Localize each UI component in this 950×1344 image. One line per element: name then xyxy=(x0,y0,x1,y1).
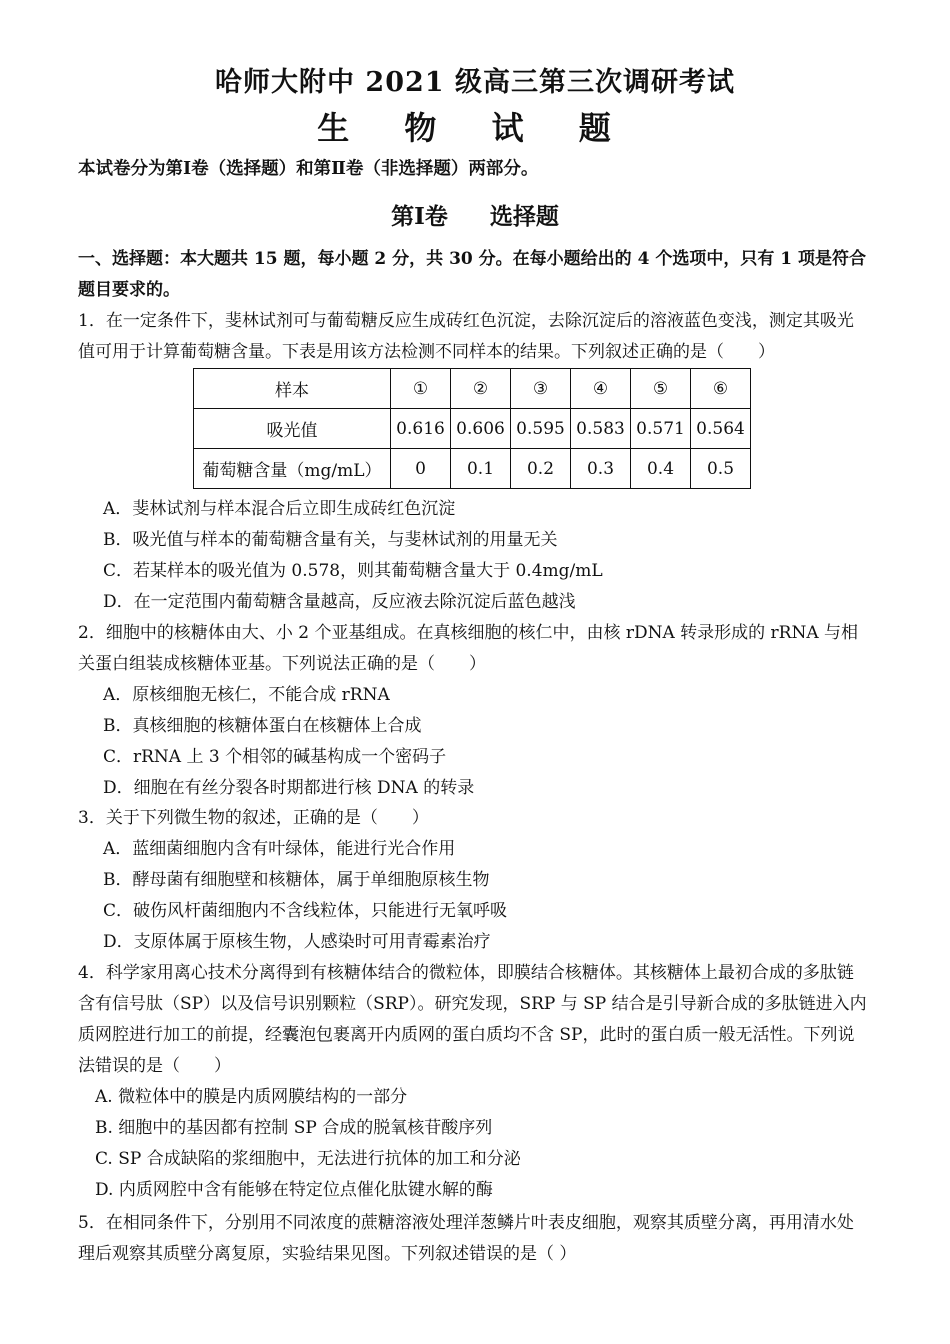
question-2-option-c: C．rRNA 上 3 个相邻的碱基构成一个密码子 xyxy=(103,747,447,767)
table-cell: ⑤ xyxy=(631,369,691,409)
table-header-cell: 吸光值 xyxy=(194,409,391,449)
table-cell: ④ xyxy=(571,369,631,409)
table-row xyxy=(194,409,751,449)
table-cell: 0.583 xyxy=(571,409,631,449)
table-cell: 0.564 xyxy=(691,409,751,449)
table-cell: ② xyxy=(451,369,511,409)
question-5-stem: 5．在相同条件下，分别用不同浓度的蔗糖溶液处理洋葱鳞片叶表皮细胞，观察其质壁分离，再用清水处理后观察其质壁分离复原，实验结果见图。下列叙述错误的是（ ） xyxy=(78,1213,854,1264)
section-heading xyxy=(0,198,950,231)
table-cell: 0.606 xyxy=(451,409,511,449)
table-cell: 0.616 xyxy=(391,409,451,449)
question-1-option-b: B．吸光值与样本的葡萄糖含量有关，与斐林试剂的用量无关 xyxy=(103,530,558,550)
section-instruction: 一、选择题：本大题共 15 题，每小题 2 分，共 30 分。在每小题给出的 4 个选项中，只有 1 项是符合题目要求的。 xyxy=(78,249,866,300)
question-3-option-b: B．酵母菌有细胞壁和核糖体，属于单细胞原核生物 xyxy=(103,870,490,890)
table-header-cell: 样本 xyxy=(194,369,391,409)
question-4-option-d: D. 内质网腔中含有能够在特定位点催化肽键水解的酶 xyxy=(95,1180,493,1200)
question-2-option-d: D．细胞在有丝分裂各时期都进行核 DNA 的转录 xyxy=(103,778,475,798)
question-1-stem: 1．在一定条件下，斐林试剂可与葡萄糖反应生成砖红色沉淀，去除沉淀后的溶液蓝色变浅，测定其吸光值可用于计算葡萄糖含量。下表是用该方法检测不同样本的结果。下列叙述正确的是（ ） xyxy=(78,311,854,362)
table-cell: 0.571 xyxy=(631,409,691,449)
question-3-option-d: D．支原体属于原核生物，人感染时可用青霉素治疗 xyxy=(103,932,491,952)
exam-intro: 本试卷分为第Ⅰ卷（选择题）和第Ⅱ卷（非选择题）两部分。 xyxy=(78,159,539,179)
table-cell: 0.3 xyxy=(571,449,631,489)
table-row xyxy=(194,449,751,489)
question-1-option-c: C．若某样本的吸光值为 0.578，则其葡萄糖含量大于 0.4mg/mL xyxy=(103,561,603,581)
table-header-cell: 葡萄糖含量（mg/mL） xyxy=(194,449,391,489)
table-cell: 0.2 xyxy=(511,449,571,489)
question-1-option-d: D．在一定范围内葡萄糖含量越高，反应液去除沉淀后蓝色越浅 xyxy=(103,592,576,612)
question-4-option-c: C. SP 合成缺陷的浆细胞中，无法进行抗体的加工和分泌 xyxy=(95,1149,521,1169)
table-cell: 0.4 xyxy=(631,449,691,489)
table-cell: 0.595 xyxy=(511,409,571,449)
question-1-option-a: A．斐林试剂与样本混合后立即生成砖红色沉淀 xyxy=(103,499,456,519)
question-3-option-a: A．蓝细菌细胞内含有叶绿体，能进行光合作用 xyxy=(103,839,456,859)
question-4-stem: 4．科学家用离心技术分离得到有核糖体结合的微粒体，即膜结合核糖体。其核糖体上最初合成的多肽链含有信号肽（SP）以及信号识别颗粒（SRP）。研究发现，SRP 与 SP 结合是引导新合成的多肽链进入内质网腔进行加工的前提，经囊泡包裹离开内质网的蛋白质均不含 SP，此时的蛋白质一般无活性。下列说法错误的是（ ） xyxy=(78,963,867,1076)
question-3-stem: 3．关于下列微生物的叙述，正确的是（ ） xyxy=(78,808,429,828)
section-name: 第Ⅰ卷 xyxy=(391,203,448,230)
question-2-stem: 2．细胞中的核糖体由大、小 2 个亚基组成。在真核细胞的核仁中，由核 rDNA 转录形成的 rRNA 与相关蛋白组装成核糖体亚基。下列说法正确的是（ ） xyxy=(78,623,859,674)
section-label: 选择题 xyxy=(489,203,559,230)
question-2-option-a: A．原核细胞无核仁，不能合成 rRNA xyxy=(103,685,390,705)
table-cell: 0 xyxy=(391,449,451,489)
table-cell: ① xyxy=(391,369,451,409)
table-cell: ⑥ xyxy=(691,369,751,409)
question-4-option-b: B. 细胞中的基因都有控制 SP 合成的脱氧核苷酸序列 xyxy=(95,1118,493,1138)
table-cell: 0.5 xyxy=(691,449,751,489)
table-row xyxy=(194,369,751,409)
table-cell: ③ xyxy=(511,369,571,409)
question-4-option-a: A. 微粒体中的膜是内质网膜结构的一部分 xyxy=(95,1087,408,1107)
question-3-option-c: C．破伤风杆菌细胞内不含线粒体，只能进行无氧呼吸 xyxy=(103,901,508,921)
absorbance-table xyxy=(193,368,751,489)
exam-subject: 生 物 试 题 xyxy=(317,109,633,147)
exam-title: 哈师大附中 2021 级高三第三次调研考试 xyxy=(215,67,735,98)
question-2-option-b: B．真核细胞的核糖体蛋白在核糖体上合成 xyxy=(103,716,422,736)
table-cell: 0.1 xyxy=(451,449,511,489)
